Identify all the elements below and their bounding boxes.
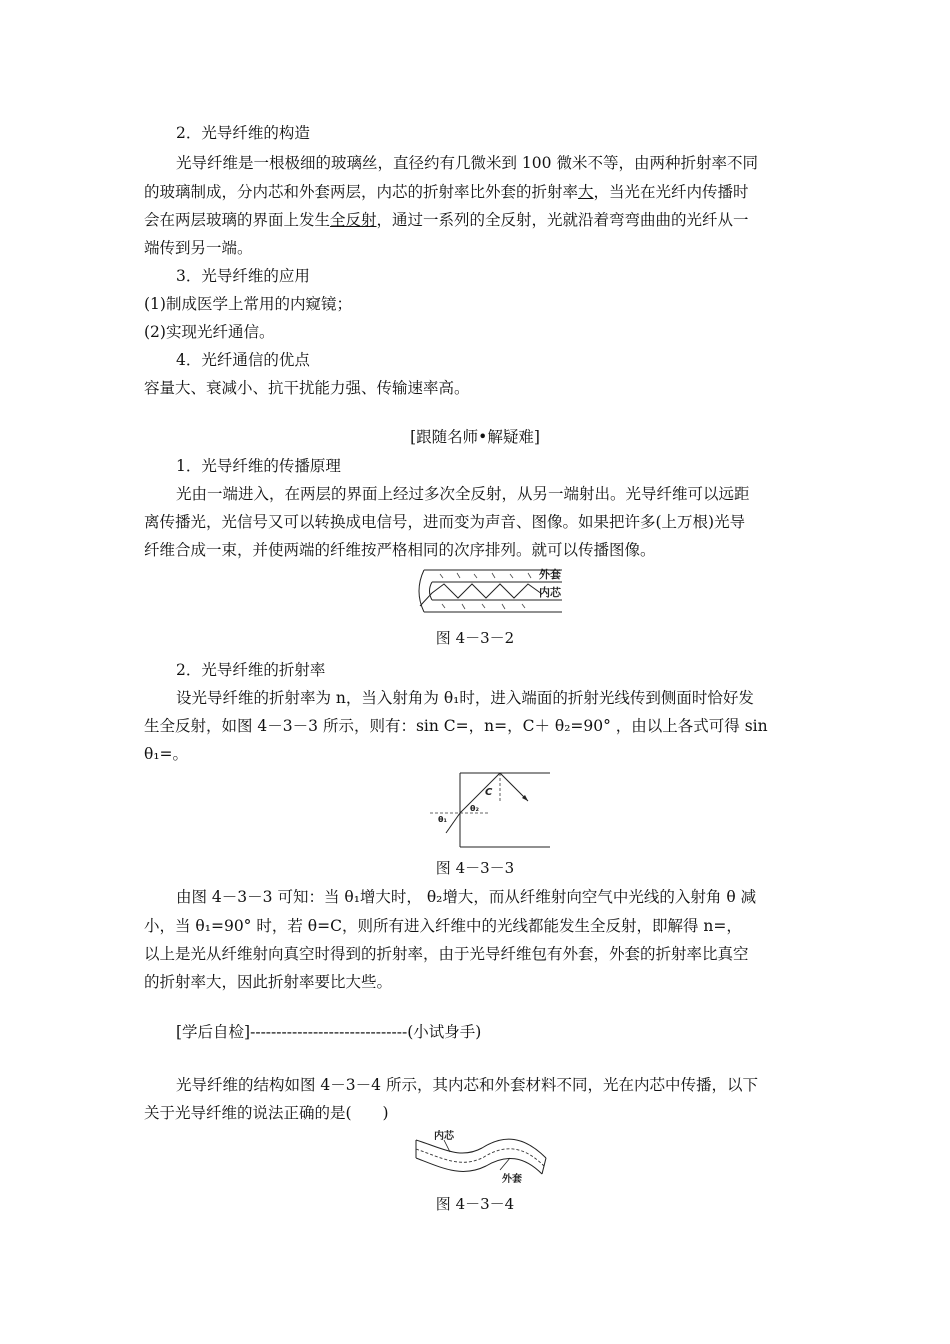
- text-run: 的玻璃制成，分内芯和外套两层，内芯的折射率比外套的折射率: [144, 183, 579, 201]
- figure-caption: 图 4－3－3: [435, 859, 515, 877]
- heading-fiber-advantages: 4．光纤通信的优点: [176, 351, 310, 369]
- list-item: (2)实现光纤通信。: [144, 323, 275, 341]
- heading-fiber-application: 3．光导纤维的应用: [176, 267, 310, 285]
- paragraph-line: 光导纤维是一根极细的玻璃丝，直径约有几微米到 100 微米不等，由两种折射率不同: [176, 154, 758, 172]
- text-run: ，当光在光纤内传播时: [593, 183, 749, 201]
- heading-propagation-principle: 1．光导纤维的传播原理: [176, 457, 341, 475]
- paragraph-line: 生全反射，如图 4－3－3 所示，则有：sin C=，n=，C＋ θ₂=90° ，由以上各式可得 sin: [144, 717, 768, 735]
- paragraph-line: 的折射率大，因此折射率要比大些。: [144, 973, 393, 991]
- paragraph-line: 以上是光从纤维射向真空时得到的折射率，由于光导纤维包有外套，外套的折射率比真空: [144, 945, 749, 963]
- question-line: 关于光导纤维的说法正确的是( ): [144, 1104, 389, 1122]
- fig3-label-c: C: [485, 787, 493, 798]
- fig2-label-outer: 外套: [539, 568, 561, 581]
- figure-fiber-propagation: [412, 564, 572, 619]
- list-item: (1)制成医学上常用的内窥镜；: [144, 295, 352, 313]
- paragraph-line: 离传播光，光信号又可以转换成电信号，进而变为声音、图像。如果把许多(上万根)光导: [144, 513, 746, 531]
- figure-caption: 图 4－3－4: [435, 1195, 515, 1213]
- paragraph-line: 设光导纤维的折射率为 n，当入射角为 θ₁时，进入端面的折射光线传到侧面时恰好发: [176, 689, 754, 707]
- text-run: ，通过一系列的全反射，光就沿着弯弯曲曲的光纤从一: [376, 211, 749, 229]
- figure-curved-fiber: [412, 1130, 552, 1188]
- fig3-label-theta1: θ₁: [438, 815, 447, 824]
- underlined-answer: 全反射: [330, 211, 377, 229]
- fig4-label-outer: 外套: [502, 1174, 522, 1185]
- fig3-label-theta2: θ₂: [470, 804, 479, 813]
- section-title: [跟随名师•解疑难]: [410, 428, 540, 446]
- fig2-label-inner: 内芯: [539, 586, 561, 599]
- heading-refractive-index: 2．光导纤维的折射率: [176, 661, 326, 679]
- heading-fiber-structure: 2．光导纤维的构造: [176, 124, 310, 142]
- question-line: 光导纤维的结构如图 4－3－4 所示，其内芯和外套材料不同，光在内芯中传播，以下: [176, 1076, 758, 1094]
- paragraph-line: 端传到另一端。: [144, 239, 253, 257]
- paragraph-line: 纤维合成一束，并使两端的纤维按严格相同的次序排列。就可以传播图像。: [144, 541, 656, 559]
- figure-caption: 图 4－3－2: [435, 629, 515, 647]
- paragraph-line: θ₁=。: [144, 745, 189, 763]
- paragraph-line: 由图 4－3－3 可知：当 θ₁增大时， θ₂增大，而从纤维射向空气中光线的入射角 θ 减: [176, 888, 757, 906]
- paragraph-line: 光由一端进入，在两层的界面上经过多次全反射，从另一端射出。光导纤维可以远距: [176, 485, 750, 503]
- fig4-label-inner: 内芯: [434, 1131, 454, 1142]
- self-check-header: [学后自检]------------------------------(小试身手): [176, 1023, 482, 1041]
- figure-fiber-refraction: [428, 771, 554, 851]
- underlined-answer: 大: [578, 183, 594, 201]
- paragraph-line: [144, 206, 814, 234]
- paragraph-line: 小，当 θ₁=90° 时，若 θ=C，则所有进入纤维中的光线都能发生全反射，即解得 n=，: [144, 917, 742, 935]
- text-run: 会在两层玻璃的界面上发生: [144, 211, 331, 229]
- paragraph-line: 容量大、衰减小、抗干扰能力强、传输速率高。: [144, 379, 470, 397]
- paragraph-line: [144, 178, 814, 206]
